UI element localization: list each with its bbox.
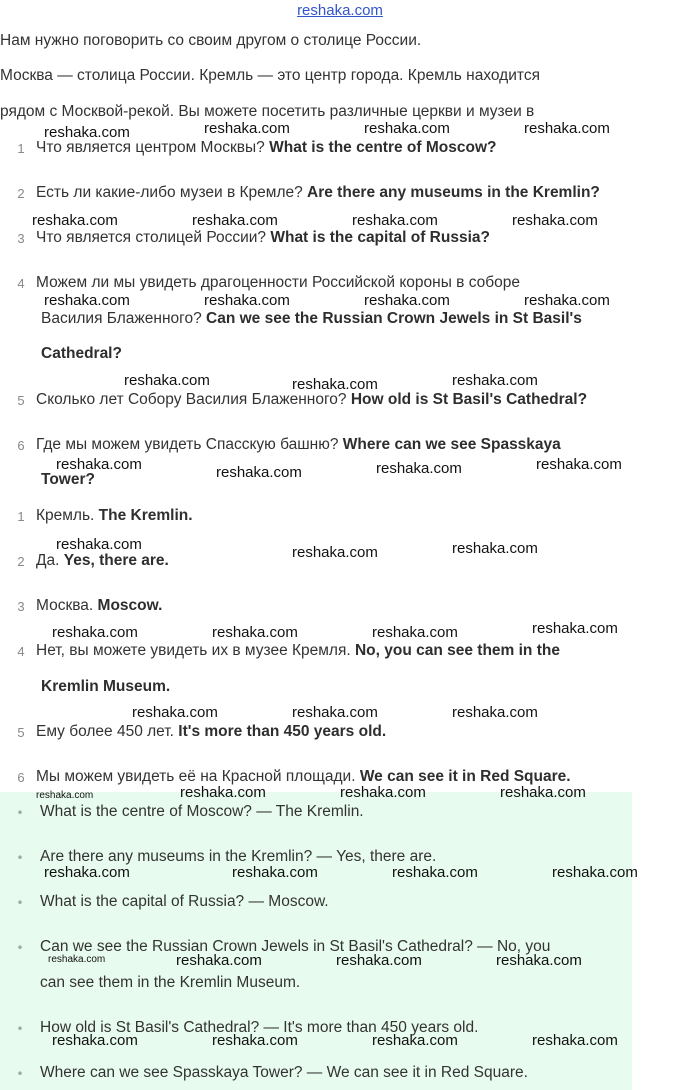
watermark: reshaka.com xyxy=(336,952,422,969)
bullet-icon: • xyxy=(16,941,24,955)
watermark: reshaka.com xyxy=(452,540,538,557)
answer-6: Мы можем увидеть её на Красной площади. We can see it in Red Square. xyxy=(36,768,571,785)
question-6-line-1: Где мы можем увидеть Спасскую башню? Where can we see Spasskaya xyxy=(36,436,561,453)
answer-number: 6 xyxy=(17,770,25,785)
watermark: reshaka.com xyxy=(340,784,426,801)
answer-4-line-2: Kremlin Museum. xyxy=(41,678,171,695)
watermark: reshaka.com xyxy=(532,620,618,637)
question-number: 6 xyxy=(17,438,25,453)
bullet-icon: • xyxy=(16,896,24,910)
watermark: reshaka.com xyxy=(176,952,262,969)
summary-item-4-line-2: can see them in the Kremlin Museum. xyxy=(40,974,301,991)
watermark: reshaka.com xyxy=(212,1032,298,1049)
watermark: reshaka.com xyxy=(212,624,298,641)
watermark: reshaka.com xyxy=(44,124,130,141)
question-1: Что является центром Москвы? What is the centre of Moscow? xyxy=(36,139,497,156)
watermark: reshaka.com xyxy=(56,456,142,473)
watermark: reshaka.com xyxy=(452,372,538,389)
watermark: reshaka.com xyxy=(364,292,450,309)
bullet-icon: • xyxy=(16,1067,24,1081)
watermark: reshaka.com xyxy=(124,372,210,389)
answer-2: Да. Yes, there are. xyxy=(36,552,169,569)
bullet-icon: • xyxy=(16,806,24,820)
answer-5: Ему более 450 лет. It's more than 450 years old. xyxy=(36,723,387,740)
watermark: reshaka.com xyxy=(292,376,378,393)
summary-item-5: How old is St Basil's Cathedral? — It's more than 450 years old. xyxy=(40,1019,479,1036)
answer-3: Москва. Moscow. xyxy=(36,597,163,614)
answer-number: 1 xyxy=(17,509,25,524)
question-2: Есть ли какие-либо музеи в Кремле? Are there any museums in the Kremlin? xyxy=(36,184,600,201)
watermark: reshaka.com xyxy=(376,460,462,477)
question-number: 3 xyxy=(17,231,25,246)
intro-line-2: Москва — столица России. Кремль — это центр города. Кремль находится xyxy=(0,67,540,84)
watermark: reshaka.com xyxy=(364,120,450,137)
summary-item-1: What is the centre of Moscow? — The Kremlin. xyxy=(40,803,364,820)
watermark: reshaka.com xyxy=(192,212,278,229)
watermark: reshaka.com xyxy=(204,292,290,309)
watermark: reshaka.com xyxy=(180,784,266,801)
answer-number: 4 xyxy=(17,644,25,659)
watermark: reshaka.com xyxy=(512,212,598,229)
watermark: reshaka.com xyxy=(204,120,290,137)
summary-item-6: Where can we see Spasskaya Tower? — We can see it in Red Square. xyxy=(40,1064,528,1081)
question-4-line-1: Можем ли мы увидеть драгоценности Российской короны в соборе xyxy=(36,274,520,291)
question-number: 2 xyxy=(17,186,25,201)
bullet-icon: • xyxy=(16,1022,24,1036)
watermark: reshaka.com xyxy=(216,464,302,481)
watermark: reshaka.com xyxy=(292,704,378,721)
summary-item-3: What is the capital of Russia? — Moscow. xyxy=(40,893,329,910)
question-number: 1 xyxy=(17,141,25,156)
watermark: reshaka.com xyxy=(524,120,610,137)
question-4-line-2: Василия Блаженного? Can we see the Russian Crown Jewels in St Basil's xyxy=(41,310,582,327)
watermark: reshaka.com xyxy=(536,456,622,473)
intro-line-1: Нам нужно поговорить со своим другом о столице России. xyxy=(0,32,422,49)
site-header-link[interactable]: reshaka.com xyxy=(297,2,383,19)
question-number: 5 xyxy=(17,393,25,408)
watermark: reshaka.com xyxy=(500,784,586,801)
watermark: reshaka.com xyxy=(392,864,478,881)
question-3: Что является столицей России? What is the capital of Russia? xyxy=(36,229,490,246)
summary-item-4-line-1: Can we see the Russian Crown Jewels in St Basil's Cathedral? — No, you xyxy=(40,938,551,955)
question-4-line-3: Cathedral? xyxy=(41,345,122,362)
answer-number: 5 xyxy=(17,725,25,740)
watermark: reshaka.com xyxy=(52,624,138,641)
watermark: reshaka.com xyxy=(36,790,94,801)
answer-1: Кремль. The Kremlin. xyxy=(36,507,193,524)
watermark: reshaka.com xyxy=(48,954,106,965)
watermark: reshaka.com xyxy=(292,544,378,561)
watermark: reshaka.com xyxy=(56,536,142,553)
watermark: reshaka.com xyxy=(44,864,130,881)
intro-line-3: рядом с Москвой-рекой. Вы можете посетить различные церкви и музеи в xyxy=(0,103,535,120)
watermark: reshaka.com xyxy=(524,292,610,309)
watermark: reshaka.com xyxy=(532,1032,618,1049)
bullet-icon: • xyxy=(16,851,24,865)
question-6-line-2: Tower? xyxy=(41,471,95,488)
question-5: Сколько лет Собору Василия Блаженного? How old is St Basil's Cathedral? xyxy=(36,391,588,408)
watermark: reshaka.com xyxy=(372,1032,458,1049)
answer-4-line-1: Нет, вы можете увидеть их в музее Кремля. No, you can see them in the xyxy=(36,642,560,659)
watermark: reshaka.com xyxy=(352,212,438,229)
watermark: reshaka.com xyxy=(132,704,218,721)
answer-number: 3 xyxy=(17,599,25,614)
watermark: reshaka.com xyxy=(44,292,130,309)
question-number: 4 xyxy=(17,276,25,291)
watermark: reshaka.com xyxy=(552,864,638,881)
summary-item-2: Are there any museums in the Kremlin? — Yes, there are. xyxy=(40,848,437,865)
watermark: reshaka.com xyxy=(372,624,458,641)
answer-number: 2 xyxy=(17,554,25,569)
watermark: reshaka.com xyxy=(496,952,582,969)
watermark: reshaka.com xyxy=(32,212,118,229)
watermark: reshaka.com xyxy=(52,1032,138,1049)
watermark: reshaka.com xyxy=(452,704,538,721)
watermark: reshaka.com xyxy=(232,864,318,881)
